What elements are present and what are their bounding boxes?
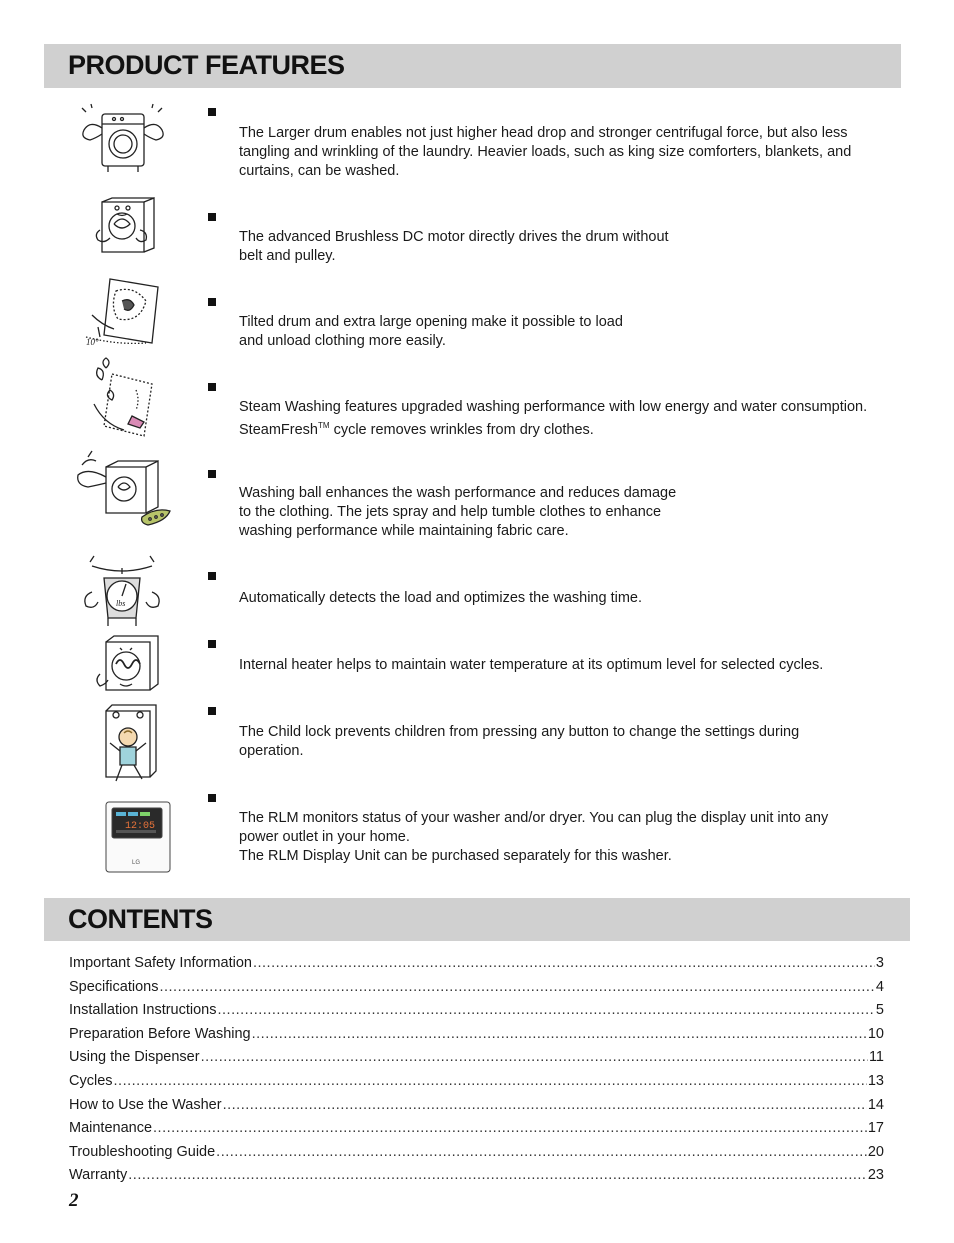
product-features-heading: PRODUCT FEATURES <box>68 50 345 80</box>
direct-drive-motor-icon <box>72 190 172 276</box>
toc-dot-leader <box>216 1141 867 1165</box>
toc-dot-leader <box>223 1094 867 1118</box>
feature-bullet <box>208 108 216 116</box>
toc-entry-page: 14 <box>867 1096 884 1113</box>
feature-description: Steam Washing features upgraded washing performance with low energy and water consumption. SteamFresh™ cycle removes wrinkles from dry clothes. <box>239 399 868 438</box>
toc-entry-title: Troubleshooting Guide <box>69 1143 216 1160</box>
toc-entry-page: 11 <box>868 1049 884 1066</box>
toc-entry-title: How to Use the Washer <box>69 1096 222 1113</box>
toc-entry-title: Preparation Before Washing <box>69 1025 251 1042</box>
toc-dot-leader <box>128 1164 867 1188</box>
toc-dot-leader <box>159 976 874 1000</box>
feature-bullet <box>208 213 216 221</box>
contents-heading: CONTENTS <box>68 904 213 934</box>
feature-description: The RLM monitors status of your washer and/or dryer. You can plug the display unit into any power outlet in your home. The RLM Display Unit can be purchased separately for this washer. <box>239 810 829 864</box>
lg-brand-mark: LG <box>132 860 141 866</box>
toc-entry-page: 3 <box>875 955 884 971</box>
toc-dot-leader <box>201 1046 868 1070</box>
toc-dot-leader <box>218 999 875 1023</box>
toc-entry-title: Cycles <box>69 1072 113 1089</box>
toc-entry[interactable] <box>69 976 884 1000</box>
toc-entry-title: Important Safety Information <box>69 955 252 971</box>
toc-entry[interactable] <box>69 999 884 1023</box>
feature-bullet <box>208 572 216 580</box>
washing-ball-icon <box>72 447 172 533</box>
product-features-banner <box>44 44 901 88</box>
toc-entry-title: Warranty <box>69 1167 128 1184</box>
feature-description: Automatically detects the load and optimizes the washing time. <box>239 590 642 606</box>
toc-entry[interactable] <box>69 1070 884 1094</box>
toc-entry-page: 17 <box>867 1120 884 1137</box>
toc-entry-title: Using the Dispenser <box>69 1049 200 1066</box>
toc-entry-title: Maintenance <box>69 1120 153 1137</box>
feature-bullet <box>208 383 216 391</box>
toc-entry-title: Specifications <box>69 978 159 995</box>
feature-description: The advanced Brushless DC motor directly drives the drum without belt and pulley. <box>239 229 669 264</box>
toc-dot-leader <box>114 1070 867 1094</box>
tilted-drum-icon <box>72 275 172 361</box>
toc-entry-page: 5 <box>875 1002 884 1019</box>
feature-description: Tilted drum and extra large opening make it possible to load and unload clothing more easily. <box>239 314 623 349</box>
page-number: 2 <box>69 1190 79 1211</box>
feature-bullet <box>208 794 216 802</box>
trademark-mark: TM <box>317 420 330 430</box>
feature-bullet <box>208 640 216 648</box>
tilt-angle-label: 10° <box>86 337 99 347</box>
rlm-display-unit-icon <box>72 798 172 884</box>
feature-bullet <box>208 470 216 478</box>
toc-dot-leader <box>252 1023 867 1047</box>
toc-entry-page: 23 <box>867 1167 884 1184</box>
feature-bullet <box>208 707 216 715</box>
toc-entry[interactable] <box>69 1117 884 1141</box>
scale-unit-label: lbs <box>116 599 126 608</box>
child-lock-icon <box>72 703 172 789</box>
toc-entry[interactable] <box>69 952 884 976</box>
load-scale-icon <box>72 552 172 638</box>
toc-entry-title: Installation Instructions <box>69 1002 217 1019</box>
feature-bullet <box>208 298 216 306</box>
toc-entry-page: 20 <box>867 1143 884 1160</box>
feature-description: Internal heater helps to maintain water temperature at its optimum level for selected cycles. <box>239 657 824 673</box>
toc-entry[interactable] <box>69 1023 884 1047</box>
feature-description: The Larger drum enables not just higher head drop and stronger centrifugal force, but also less tangling and wrinkling of the laundry. Heavier loads, such as king size comforters, blankets, and curtains, can be washed. <box>239 125 852 179</box>
rlm-time-readout: 12:05 <box>125 821 156 832</box>
toc-entry-page: 13 <box>867 1072 884 1089</box>
toc-entry[interactable] <box>69 1164 884 1188</box>
feature-description: Washing ball enhances the wash performance and reduces damage to the clothing. The jets spray and help tumble clothes to enhance washing performance while maintaining fabric care. <box>239 485 677 539</box>
toc-dot-leader <box>153 1117 867 1141</box>
feature-description: The Child lock prevents children from pressing any button to change the settings during operation. <box>239 724 800 759</box>
toc-entry-page: 10 <box>867 1025 884 1042</box>
toc-entry[interactable] <box>69 1046 884 1070</box>
toc-entry[interactable] <box>69 1094 884 1118</box>
steam-wash-icon <box>72 360 172 446</box>
strong-washer-icon <box>72 104 172 190</box>
toc-entry-page: 4 <box>875 978 884 995</box>
table-of-contents <box>69 952 884 1188</box>
contents-banner <box>44 898 910 941</box>
toc-entry[interactable] <box>69 1141 884 1165</box>
toc-dot-leader <box>253 952 875 976</box>
